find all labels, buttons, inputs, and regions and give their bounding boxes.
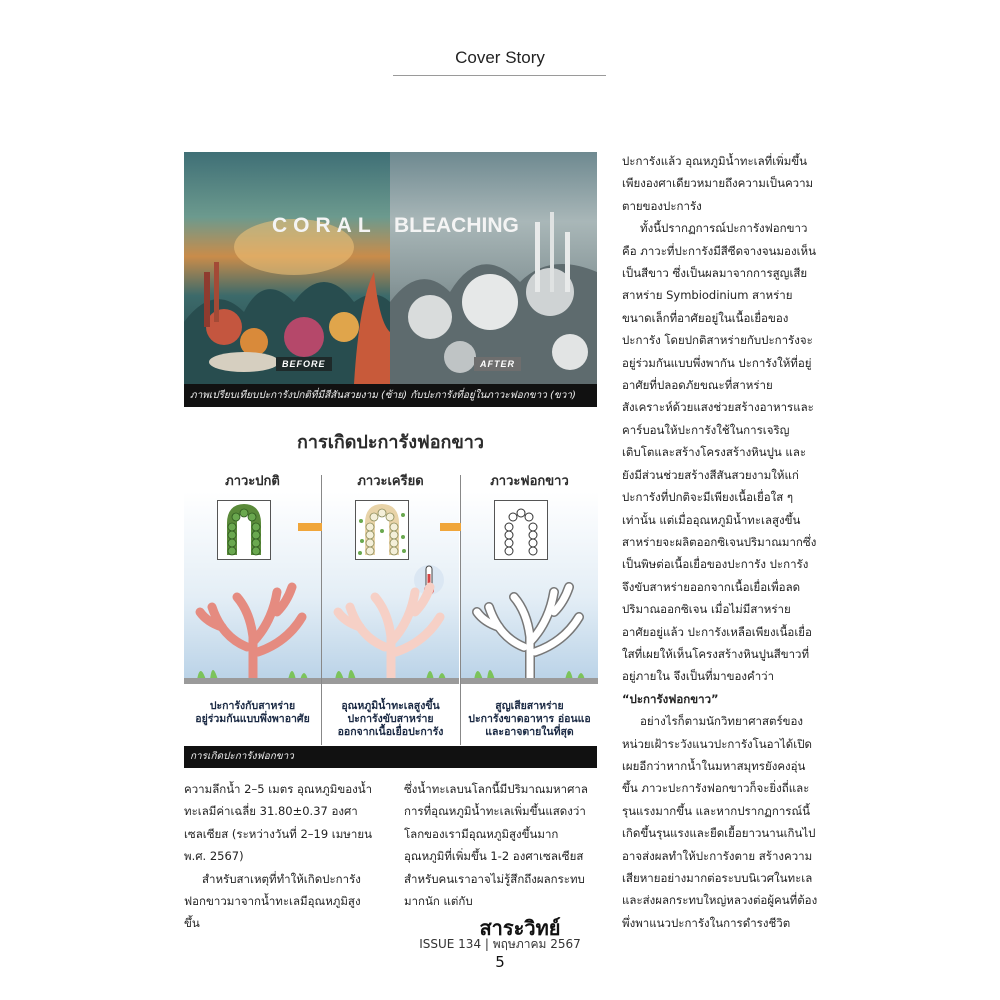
paragraph: ทั้งนี้ปรากฏการณ์ปะการังฟอกขาว คือ ภาวะที่ปะการังมีสีซีดจางจนมองเห็นเป็นสีขาว ซึ่งเป็นผลมาจากการสูญเสียสาหร่าย Symbiodinium สาหร่ายขนาดเล็กที่อาศัยอยู่ในเนื้อเยื่อของปะการัง โดยปกติสาหร่ายกับปะการังจะอยู่ร่วมกันแบบพึ่งพากัน ปะการังให้ที่อยู่อาศัยที่ปลอดภัยขณะที่สาหร่ายสังเคราะห์ด้วยแสงช่วยสร้างอาหารและคาร์บอนให้ปะการังใช้ในการเจริญเติบโตและสร้างโครงสร้างหินปูน และยังมีส่วนช่วยสร้างสีสันสวยงามให้แก่ปะการังที่ปกติจะมีเพียงเนื้อเยื่อใส ๆ เท่านั้น แต่เมื่ออุณหภูมิน้ำทะเลสูงขึ้น สาหร่ายจะผลิตออกซิเจนปริมาณมากซึ่งเป็นพิษต่อเนื้อเยื่อของปะการัง ปะการังจึงขับสาหร่ายออกจากเนื้อเยื่อเพื่อลดปริมาณออกซิเจน เมื่อไม่มีสาหร่ายอาศัยอยู่แล้ว ปะการังเหลือเพียงเนื้อเยื่อใสที่เผยให้เห็นโครงสร้างหินปูนสีขาวที่อยู่ภายใน จึงเป็นที่มาของคำว่า “ปะการังฟอกขาว” (622, 221, 817, 706)
stage-stress (322, 470, 459, 745)
stage-label: ภาวะฟอกขาว (490, 474, 569, 489)
bleached-reef-image (390, 152, 597, 384)
after-tag: AFTER (474, 357, 521, 371)
stage-bleached (461, 470, 598, 745)
before-tag: BEFORE (276, 357, 332, 371)
infographic-caption: การเกิดปะการังฟอกขาว (184, 746, 597, 768)
magazine-name: สาระวิทย์ (479, 916, 561, 940)
seabed (184, 678, 321, 684)
stage-label: ภาวะเครียด (357, 474, 424, 489)
stage-description: สูญเสียสาหร่าย ปะการังขาดอาหาร อ่อนแอ และอาจตายในที่สุด (468, 700, 591, 738)
stage-description: ปะการังกับสาหร่าย อยู่ร่วมกันแบบพึ่งพาอาศัย (195, 700, 310, 725)
paragraph: สำหรับสาเหตุที่ทำให้เกิดปะการังฟอกขาวมาจากน้ำทะเลมีอุณหภูมิสูงขึ้น (184, 871, 361, 931)
bleached-reef-art (390, 152, 597, 384)
coral-word: CORAL (272, 214, 377, 237)
healthy-reef-art (184, 152, 390, 384)
photo-caption: ภาพเปรียบเทียบปะการังปกติที่มีสีสันสวยงาม (ซ้าย) กับปะการังที่อยู่ในภาวะฟอกขาว (ขวา) (184, 384, 597, 407)
issue-line: ISSUE 134 | พฤษภาคม 2567 (419, 937, 581, 951)
bottom-left-text-column (184, 778, 376, 935)
polyp-cell-icon (494, 500, 548, 560)
paragraph: ปะการังแล้ว อุณหภูมิน้ำทะเลที่เพิ่มขึ้นเพียงองศาเดียวหมายถึงความเป็นความตายของปะการัง (622, 154, 814, 213)
coral-bleaching-photo (184, 152, 597, 384)
coral-bleached-icon (469, 582, 591, 682)
bold-term: “ปะการังฟอกขาว” (622, 691, 719, 706)
stage-normal (184, 470, 321, 745)
seabed (461, 678, 598, 684)
polyp-cell-icon (217, 500, 271, 560)
section-title: Cover Story (455, 48, 545, 67)
paragraph: อย่างไรก็ตามนักวิทยาศาสตร์ของหน่วยเฝ้าระวังแนวปะการังโนอาได้เปิดเผยอีกว่าหากน้ำในมหาสมุทรยังคงอุ่นขึ้น ภาวะปะการังฟอกขาวก็จะยิ่งถี่และรุนแรงมากขึ้น และหากปรากฏการณ์นี้เกิดขึ้นรุนแรงและยืดเยื้อยาวนานเกินไป อาจส่งผลทำให้ปะการังตาย สร้างความเสียหายอย่างมากต่อระบบนิเวศในทะเลและส่งผลกระทบใหญ่หลวงต่อผู้คนที่ต้องพึ่งพาแนวปะการังในการดำรงชีวิต (622, 714, 818, 930)
coral-healthy-icon (192, 582, 314, 682)
bleaching-infographic (184, 415, 597, 745)
coral-stressed-icon (330, 582, 452, 682)
bleaching-word: BLEACHING (394, 214, 519, 237)
stage-description: อุณหภูมิน้ำทะเลสูงขึ้น ปะการังขับสาหร่าย ออกจากเนื้อเยื่อปะการัง (337, 700, 444, 738)
stage-label: ภาวะปกติ (225, 474, 280, 489)
paragraph: ความลึกน้ำ 2–5 เมตร อุณหภูมิของน้ำทะเลมีค่าเฉลี่ย 31.80±0.37 องศาเซลเซียส (ระหว่างวันที่ 2–19 เมษายน พ.ศ. 2567) (184, 782, 373, 864)
right-text-column (622, 150, 818, 934)
bottom-middle-text-column (404, 778, 597, 912)
page-number: 5 (495, 953, 505, 971)
healthy-reef-image (184, 152, 390, 384)
paragraph: ซึ่งน้ำทะเลบนโลกนี้มีปริมาณมหาศาลการที่อุณหภูมิน้ำทะเลเพิ่มขึ้นแสดงว่าโลกของเรามีอุณหภูมิสูงขึ้นมาก อุณหภูมิที่เพิ่มขึ้น 1-2 องศาเซลเซียส สำหรับคนเราอาจไม่รู้สึกถึงผลกระทบมากนัก แต่กับ (404, 782, 588, 909)
infographic-title: การเกิดปะการังฟอกขาว (297, 432, 484, 453)
photo-overlay-title (184, 214, 597, 244)
polyp-cell-icon (355, 500, 409, 560)
header-divider (393, 75, 606, 76)
seabed (322, 678, 459, 684)
